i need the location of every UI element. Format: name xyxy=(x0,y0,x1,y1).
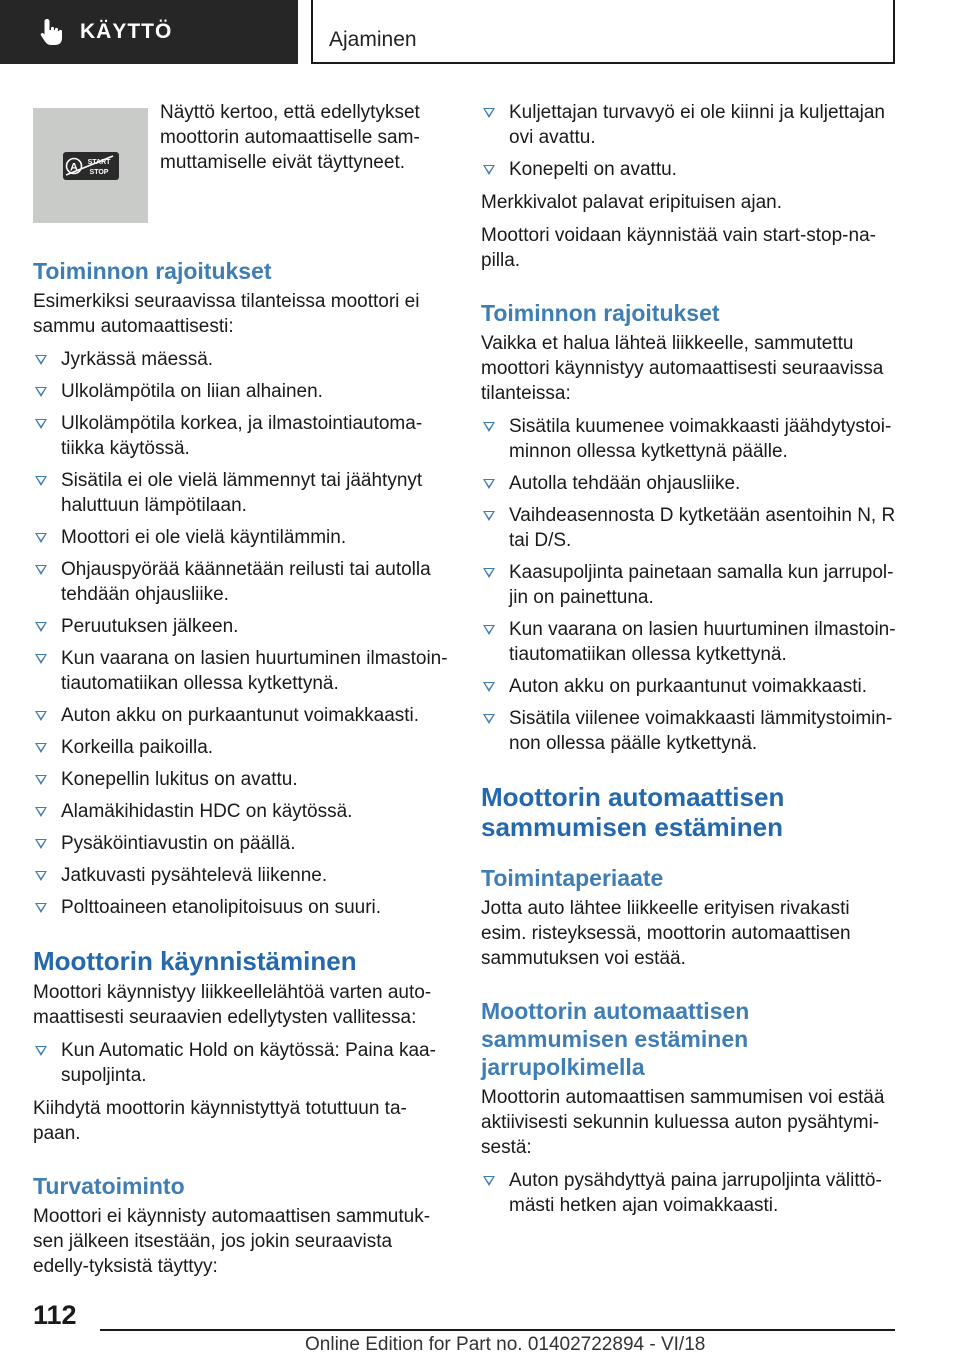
triangle-bullet-icon xyxy=(483,714,495,724)
heading-kaynnistaminen: Moottorin käynnistäminen xyxy=(33,946,357,976)
list-item xyxy=(481,414,896,464)
list-item-text: Konepelti on avattu. xyxy=(509,159,677,180)
list-jarrupolkimella xyxy=(481,1168,896,1218)
list-item xyxy=(481,503,896,553)
figure-image xyxy=(33,108,148,223)
list-item xyxy=(481,706,896,756)
triangle-bullet-icon xyxy=(483,682,495,692)
list-rajoitukset-2 xyxy=(481,414,896,756)
list-item-text: Auton akku on purkaantunut voimakkaasti. xyxy=(509,676,868,697)
list-item-text: Ulkolämpötila korkea, ja ilmastointiautoma-tiikka käytössä. xyxy=(61,413,423,459)
list-item-text: Pysäköintiavustin on päällä. xyxy=(61,833,296,854)
para-jarrupolkimella: Moottorin automaattisen sammumisen voi estää aktiivisesti sekunnin kuluessa auton pysähtymi-sestä: xyxy=(481,1087,885,1158)
list-item-text: Jatkuvasti pysähtelevä liikenne. xyxy=(61,865,328,886)
list-item xyxy=(481,157,896,182)
para-startstop: Moottori voidaan käynnistää vain start-stop-na-pilla. xyxy=(481,225,876,271)
heading-jarrupolkimella: Moottorin automaattisen sammumisen estäminen jarrupolkimella xyxy=(481,998,750,1080)
svg-text:A: A xyxy=(69,161,78,173)
left-column xyxy=(33,100,448,1287)
para-toimintaperiaate: Jotta auto lähtee liikkeelle erityisen rivakasti esim. risteyksessä, moottorin automaattisen sammutuksen voi estää. xyxy=(481,898,851,969)
triangle-bullet-icon xyxy=(35,387,47,397)
list-item-text: Vaihdeasennosta D kytketään asentoihin N, R tai D/S. xyxy=(509,505,896,551)
list-item-text: Korkeilla paikoilla. xyxy=(61,737,214,758)
heading-estaminen: Moottorin automaattisen sammumisen estäminen xyxy=(481,782,785,842)
list-item-text: Konepellin lukitus on avattu. xyxy=(61,769,298,790)
list-item xyxy=(33,863,448,888)
heading-rajoitukset: Toiminnon rajoitukset xyxy=(33,258,272,284)
triangle-bullet-icon xyxy=(483,1176,495,1186)
triangle-bullet-icon xyxy=(483,422,495,432)
page-number: 112 xyxy=(33,1300,77,1330)
list-item xyxy=(33,799,448,824)
list-item xyxy=(33,1038,448,1088)
list-item xyxy=(481,560,896,610)
list-item-text: Moottori ei ole vielä käyntilämmin. xyxy=(61,527,347,548)
para-kaynnistaminen: Moottori käynnistyy liikkeellelähtöä varten auto-maattisesti seuraavien edellytysten vallitessa: xyxy=(33,982,432,1028)
para-rajoitukset-2: Vaikka et halua lähteä liikkeelle, sammutettu moottori käynnistyy automaattisesti seuraavissa tilanteissa: xyxy=(481,333,884,404)
list-item xyxy=(481,471,896,496)
header-chapter-title: Ajaminen xyxy=(329,28,417,51)
list-item xyxy=(33,557,448,607)
triangle-bullet-icon xyxy=(35,622,47,632)
list-item xyxy=(33,767,448,792)
list-item xyxy=(33,525,448,550)
header-section-title: KÄYTTÖ xyxy=(80,20,173,43)
hand-pointer-icon xyxy=(38,17,66,47)
triangle-bullet-icon xyxy=(483,625,495,635)
triangle-bullet-icon xyxy=(483,511,495,521)
triangle-bullet-icon xyxy=(35,533,47,543)
list-rajoitukset xyxy=(33,347,448,920)
triangle-bullet-icon xyxy=(35,743,47,753)
triangle-bullet-icon xyxy=(35,839,47,849)
heading-rajoitukset-2: Toiminnon rajoitukset xyxy=(481,300,720,326)
list-item xyxy=(33,347,448,372)
para-turvatoiminto: Moottori ei käynnisty automaattisen sammutuk-sen jälkeen itsestään, jos jokin seuraavista edelly-tyksistä täyttyy: xyxy=(33,1206,431,1277)
list-item xyxy=(33,411,448,461)
triangle-bullet-icon xyxy=(35,775,47,785)
icon-label-stop: STOP xyxy=(89,168,108,176)
list-item-text: Kuljettajan turvavyö ei ole kiinni ja kuljettajan ovi avattu. xyxy=(509,102,885,148)
triangle-bullet-icon xyxy=(35,565,47,575)
list-item-text: Ulkolämpötila on liian alhainen. xyxy=(61,381,323,402)
list-item xyxy=(481,617,896,667)
list-item-text: Kaasupoljinta painetaan samalla kun jarrupol-jin on painettuna. xyxy=(509,562,894,608)
list-item-text: Kun vaarana on lasien huurtuminen ilmastoin-tiautomatiikan ollessa kytkettynä. xyxy=(509,619,896,665)
list-item-text: Ohjauspyörää käännetään reilusti tai autolla tehdään ohjausliike. xyxy=(61,559,431,605)
para-rajoitukset: Esimerkiksi seuraavissa tilanteissa moottori ei sammu automaattisesti: xyxy=(33,291,420,337)
triangle-bullet-icon xyxy=(35,711,47,721)
list-item-text: Alamäkihidastin HDC on käytössä. xyxy=(61,801,353,822)
footer-divider xyxy=(100,1329,895,1331)
triangle-bullet-icon xyxy=(35,419,47,429)
list-item-text: Sisätila viilenee voimakkaasti lämmitystoimin-non ollessa päälle kytkettynä. xyxy=(509,708,893,754)
triangle-bullet-icon xyxy=(35,355,47,365)
list-item-text: Kun Automatic Hold on käytössä: Paina kaa-supoljinta. xyxy=(61,1040,436,1086)
auto-start-stop-off-icon xyxy=(63,152,119,180)
list-kaynnistaminen xyxy=(33,1038,448,1088)
list-item-text: Kun vaarana on lasien huurtuminen ilmastoin-tiautomatiikan ollessa kytkettynä. xyxy=(61,648,448,694)
figure-start-stop xyxy=(33,100,448,223)
list-item xyxy=(33,703,448,728)
list-item-text: Polttoaineen etanolipitoisuus on suuri. xyxy=(61,897,382,918)
triangle-bullet-icon xyxy=(35,903,47,913)
list-item-text: Jyrkässä mäessä. xyxy=(61,349,214,370)
list-item xyxy=(33,831,448,856)
list-turva xyxy=(481,100,896,182)
right-column xyxy=(481,100,896,1226)
heading-turvatoiminto: Turvatoiminto xyxy=(33,1173,185,1199)
list-item-text: Peruutuksen jälkeen. xyxy=(61,616,239,637)
list-item-text: Auton pysähdyttyä paina jarrupoljinta välittö-mästi hetken ajan voimakkaasti. xyxy=(509,1170,882,1216)
figure-caption: Näyttö kertoo, että edellytykset moottorin automaattiselle sam-muttamiselle eivät täyttyneet. xyxy=(160,102,420,173)
para-kiihdyta: Kiihdytä moottorin käynnistyttyä totuttuun ta-paan. xyxy=(33,1098,407,1144)
triangle-bullet-icon xyxy=(35,807,47,817)
list-item xyxy=(481,674,896,699)
heading-toimintaperiaate: Toimintaperiaate xyxy=(481,865,664,891)
triangle-bullet-icon xyxy=(35,654,47,664)
header-chapter xyxy=(311,0,895,64)
triangle-bullet-icon xyxy=(483,108,495,118)
list-item xyxy=(33,895,448,920)
list-item-text: Sisätila ei ole vielä lämmennyt tai jäähtynyt haluttuun lämpötilaan. xyxy=(61,470,423,516)
list-item xyxy=(33,646,448,696)
icon-label-start: START xyxy=(87,158,110,166)
footer-edition: Online Edition for Part no. 01402722894 - VI/18 xyxy=(305,1334,706,1355)
triangle-bullet-icon xyxy=(483,165,495,175)
header-section-tab xyxy=(0,0,298,64)
list-item xyxy=(481,1168,896,1218)
list-item xyxy=(33,379,448,404)
triangle-bullet-icon xyxy=(35,476,47,486)
list-item-text: Sisätila kuumenee voimakkaasti jäähdytystoi-minnon ollessa kytkettynä päälle. xyxy=(509,416,892,462)
para-merkkivalot: Merkkivalot palavat eripituisen ajan. xyxy=(481,192,782,213)
triangle-bullet-icon xyxy=(483,479,495,489)
list-item-text: Auton akku on purkaantunut voimakkaasti. xyxy=(61,705,420,726)
list-item xyxy=(33,614,448,639)
triangle-bullet-icon xyxy=(483,568,495,578)
list-item xyxy=(481,100,896,150)
triangle-bullet-icon xyxy=(35,871,47,881)
list-item xyxy=(33,735,448,760)
triangle-bullet-icon xyxy=(35,1046,47,1056)
list-item-text: Autolla tehdään ohjausliike. xyxy=(509,473,741,494)
list-item xyxy=(33,468,448,518)
